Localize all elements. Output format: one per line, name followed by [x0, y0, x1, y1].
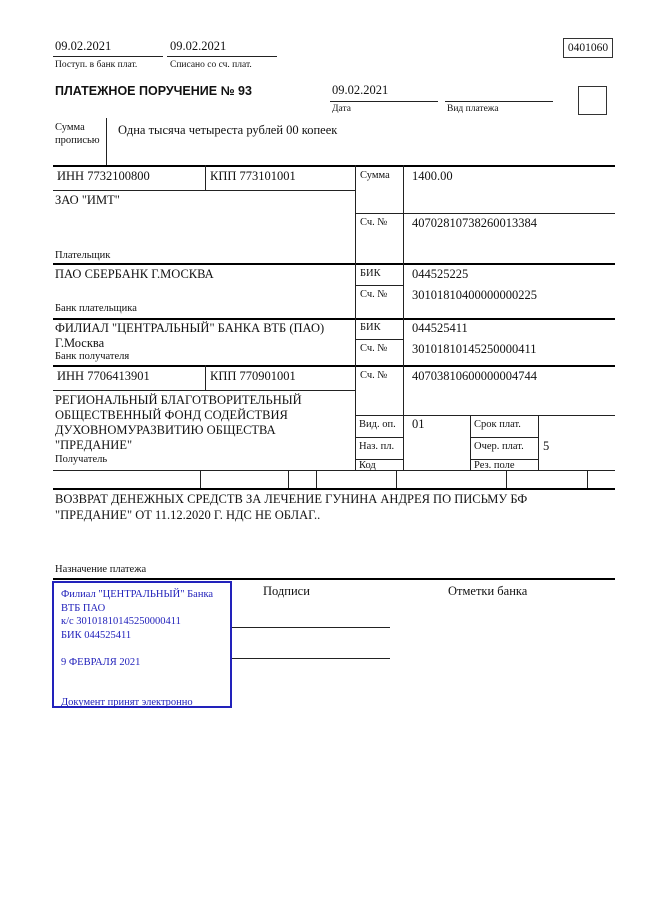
- payer-bank-name: ПАО СБЕРБАНК Г.МОСКВА: [55, 267, 214, 281]
- date-underline: [330, 101, 438, 102]
- tax-row-divider-3: [316, 470, 317, 488]
- payee-account-row-border: [355, 415, 615, 416]
- tax-fields-row-bottom-border: [53, 488, 615, 490]
- payee-name-line3: ДУХОВНОМУРАЗВИТИЮ ОБЩЕСТВА: [55, 423, 276, 437]
- payee-bank-bik: 044525411: [412, 321, 468, 335]
- payee-inn-row-border: [53, 390, 355, 391]
- signature-line-1: [232, 627, 390, 628]
- payer-bank-account-label: Сч. №: [360, 289, 388, 300]
- payer-kpp: КПП 773101001: [210, 169, 296, 183]
- form-code-box: [563, 38, 613, 58]
- form-code: 0401060: [567, 42, 609, 54]
- stamp-line-3: к/с 30101810145250000411: [61, 616, 181, 627]
- payee-account: 40703810600000004744: [412, 369, 537, 383]
- payee-bank-bik-border: [355, 339, 403, 340]
- payee-section-label: Получатель: [55, 454, 108, 465]
- rez-pole-label: Рез. поле: [474, 460, 515, 471]
- payee-bank-section-label: Банк получателя: [55, 351, 130, 362]
- bank-stamp: [52, 581, 232, 708]
- payee-bank-name-line1: ФИЛИАЛ "ЦЕНТРАЛЬНЫЙ" БАНКА ВТБ (ПАО): [55, 321, 325, 335]
- payee-bank-bik-label: БИК: [360, 322, 381, 333]
- received-date-label: Поступ. в банк плат.: [55, 60, 138, 70]
- tax-row-divider-6: [587, 470, 588, 488]
- payment-type-label: Вид платежа: [447, 104, 499, 114]
- stamp-date: 9 ФЕВРАЛЯ 2021: [61, 656, 141, 668]
- payer-account: 40702810738260013384: [412, 216, 537, 230]
- debited-date-value: 09.02.2021: [170, 39, 227, 53]
- document-title: ПЛАТЕЖНОЕ ПОРУЧЕНИЕ № 93: [55, 84, 252, 98]
- purpose-line1: ВОЗВРАТ ДЕНЕЖНЫХ СРЕДСТВ ЗА ЛЕЧЕНИЕ ГУНИНА АНДРЕЯ ПО ПИСЬМУ БФ: [55, 492, 528, 506]
- payee-bank-account-label: Сч. №: [360, 343, 388, 354]
- purpose-section-border: [53, 578, 615, 580]
- amount-words-divider: [106, 118, 107, 165]
- payer-inn-row-border: [53, 190, 355, 191]
- payer-section-label: Плательщик: [55, 250, 111, 261]
- sum-value: 1400.00: [412, 169, 453, 183]
- naz-pl-label: Наз. пл.: [359, 441, 395, 452]
- ocher-column-divider: [538, 415, 539, 470]
- payer-bank-bik: 044525225: [412, 267, 469, 281]
- signatures-label: Подписи: [263, 584, 310, 598]
- labels-column-divider: [355, 165, 356, 470]
- payment-type-underline: [445, 101, 553, 102]
- payer-bank-account: 30101810400000000225: [412, 288, 537, 302]
- vid-op-value: 01: [412, 417, 425, 431]
- stamp-line-2: ВТБ ПАО: [61, 602, 106, 614]
- payee-kpp: КПП 770901001: [210, 369, 296, 383]
- payee-bank-name-line2: Г.Москва: [55, 336, 105, 350]
- debited-date-label: Списано со сч. плат.: [170, 60, 252, 70]
- vid-op-label: Вид. оп.: [359, 419, 396, 430]
- payer-section-border: [53, 263, 615, 265]
- bank-marks-label: Отметки банка: [448, 584, 528, 598]
- payer-inn: ИНН 7732100800: [57, 169, 150, 183]
- payee-name-line4: "ПРЕДАНИЕ": [55, 438, 133, 452]
- payee-bank-account: 30101810145250000411: [412, 342, 537, 356]
- table-top-border: [53, 165, 615, 167]
- payee-account-label: Сч. №: [360, 370, 388, 381]
- vid-op-row-border-right: [470, 437, 538, 438]
- ocher-plat-label: Очер. плат.: [474, 441, 524, 452]
- tax-fields-row-top-border: [53, 470, 615, 471]
- tax-row-divider-1: [200, 470, 201, 488]
- payer-name: ЗАО "ИМТ": [55, 193, 120, 207]
- purpose-section-label: Назначение платежа: [55, 564, 147, 575]
- payer-inn-kpp-divider: [205, 165, 206, 190]
- date-label: Дата: [332, 104, 351, 114]
- payee-name-line1: РЕГИОНАЛЬНЫЙ БЛАГОТВОРИТЕЛЬНЫЙ: [55, 393, 302, 407]
- amount-words-value: Одна тысяча четыреста рублей 00 копеек: [118, 123, 338, 137]
- received-date-underline: [53, 56, 163, 57]
- tax-row-divider-2: [288, 470, 289, 488]
- received-date-value: 09.02.2021: [55, 39, 112, 53]
- srok-plat-label: Срок плат.: [474, 419, 521, 430]
- values-column-divider: [403, 165, 404, 470]
- tax-row-divider-5: [506, 470, 507, 488]
- payer-bank-bik-label: БИК: [360, 268, 381, 279]
- vid-op-row-border-left: [355, 437, 403, 438]
- tax-row-divider-4: [396, 470, 397, 488]
- payment-type-checkbox: [578, 86, 607, 115]
- purpose-line2: "ПРЕДАНИЕ" ОТ 11.12.2020 Г. НДС НЕ ОБЛАГ..: [55, 508, 321, 522]
- stamp-note: Документ принят электронно: [61, 697, 193, 708]
- payer-bank-bik-border: [355, 285, 403, 286]
- sum-label: Сумма: [360, 170, 390, 181]
- sum-row-border: [355, 213, 615, 214]
- payer-bank-section-border: [53, 318, 615, 320]
- payee-bank-section-border: [53, 365, 615, 367]
- payer-account-label: Сч. №: [360, 217, 388, 228]
- ocher-plat-value: 5: [543, 439, 550, 453]
- signature-line-2: [232, 658, 390, 659]
- srok-column-divider: [470, 415, 471, 470]
- payee-inn-kpp-divider: [205, 365, 206, 390]
- stamp-line-1: Филиал "ЦЕНТРАЛЬНЫЙ" Банка: [61, 589, 214, 600]
- payer-bank-section-label: Банк плательщика: [55, 303, 137, 314]
- amount-words-label: Сумма прописью: [55, 122, 100, 146]
- payee-name-line2: ОБЩЕСТВЕННЫЙ ФОНД СОДЕЙСТВИЯ: [55, 408, 288, 422]
- kod-label: Код: [359, 460, 376, 471]
- stamp-line-4: БИК 044525411: [61, 629, 132, 641]
- payee-inn: ИНН 7706413901: [57, 369, 150, 383]
- debited-date-underline: [167, 56, 277, 57]
- document-date-value: 09.02.2021: [332, 83, 389, 97]
